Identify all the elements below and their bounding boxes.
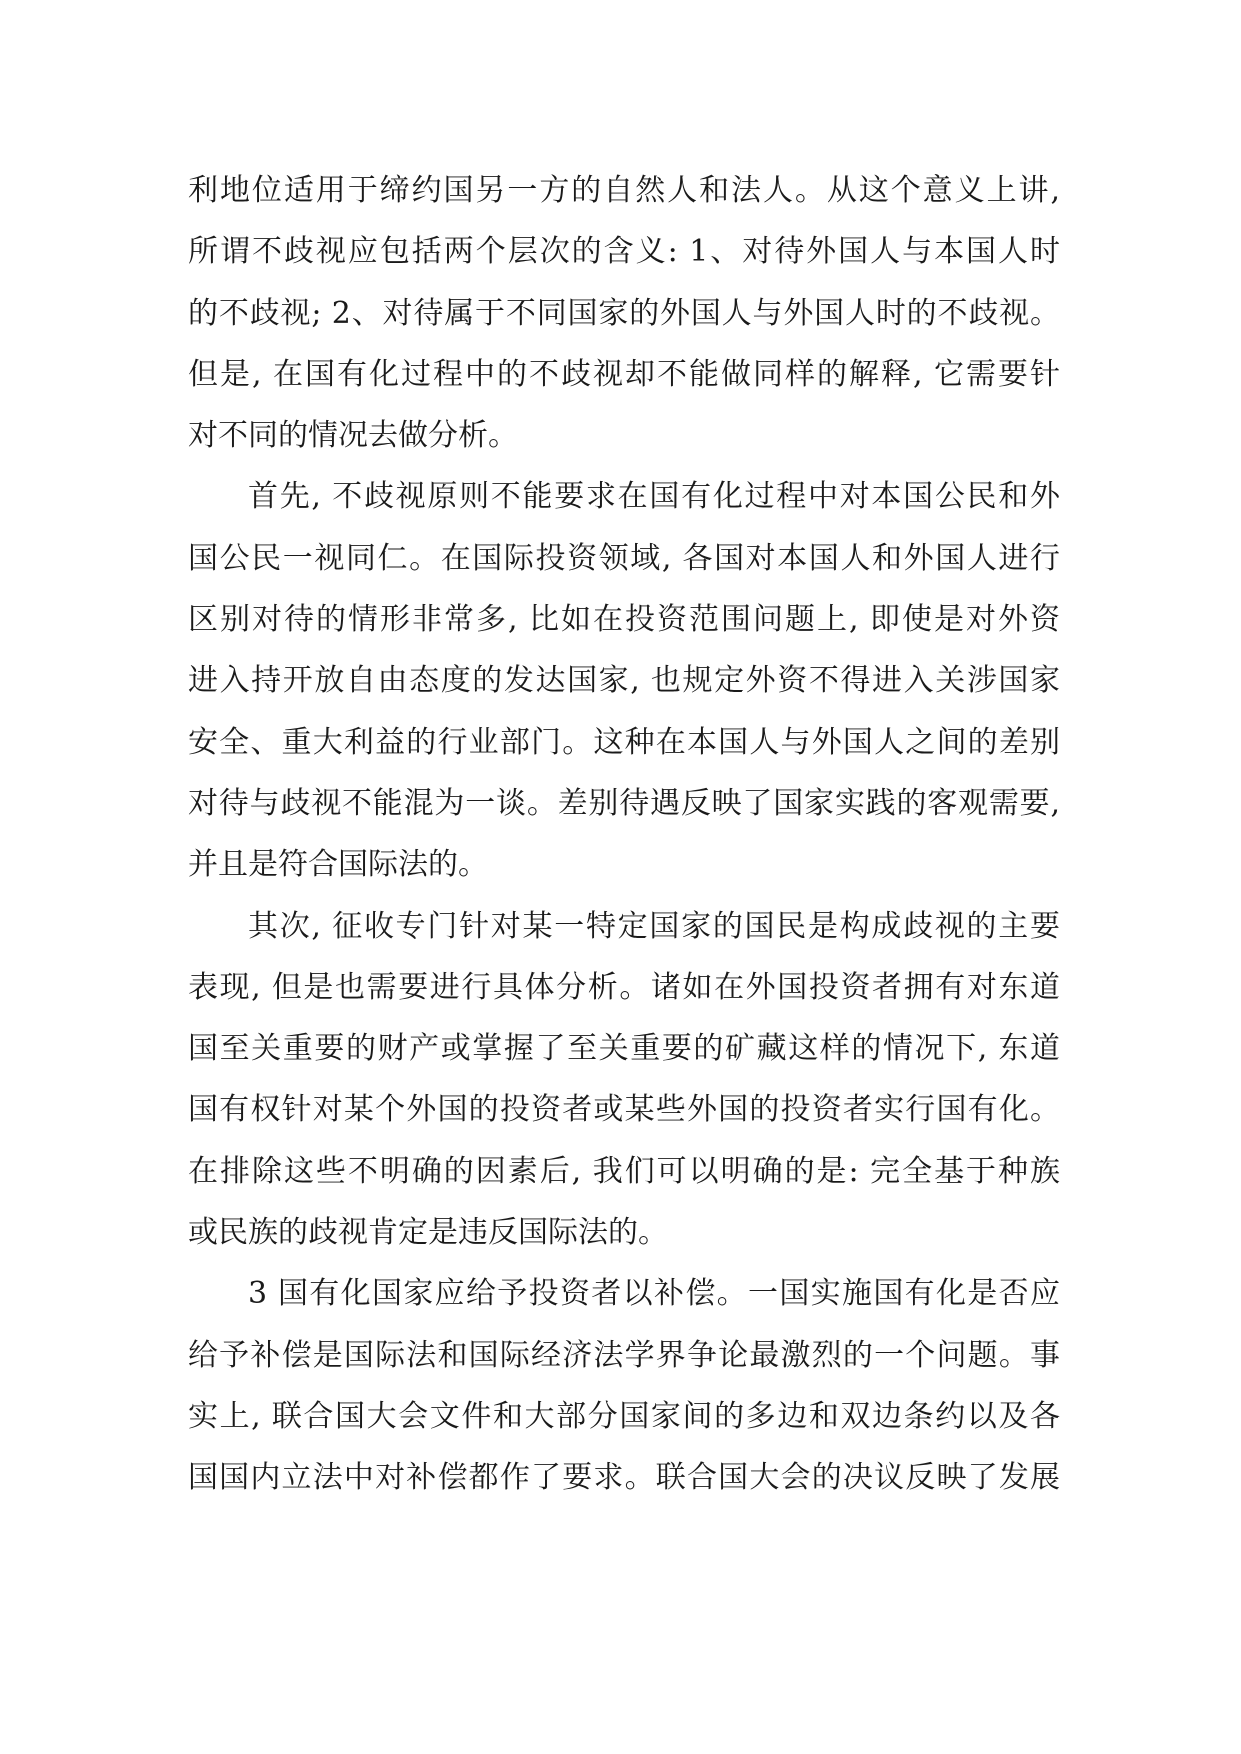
paragraph-4-line-4: 国国内立法中对补偿都作了要求。联合国大会的决议反映了发展 — [188, 1460, 1060, 1496]
paragraph-3-line-1: 其次, 征收专门针对某一特定国家的国民是构成歧视的主要 — [248, 908, 1060, 944]
paragraph-2-line-3: 区别对待的情形非常多, 比如在投资范围问题上, 即使是对外资 — [188, 602, 1060, 638]
paragraph-4-line-1: 3 国有化国家应给予投资者以补偿。一国实施国有化是否应 — [248, 1276, 1060, 1312]
paragraph-2-line-2: 国公民一视同仁。在国际投资领域, 各国对本国人和外国人进行 — [188, 540, 1060, 576]
paragraph-3-line-5: 在排除这些不明确的因素后, 我们可以明确的是: 完全基于种族 — [188, 1153, 1060, 1189]
paragraph-2-line-4: 进入持开放自由态度的发达国家, 也规定外资不得进入关涉国家 — [188, 663, 1060, 699]
paragraph-2-line-5: 安全、重大利益的行业部门。这种在本国人与外国人之间的差别 — [188, 724, 1060, 760]
paragraph-1-line-2: 所谓不歧视应包括两个层次的含义: 1、对待外国人与本国人时 — [188, 234, 1060, 270]
paragraph-1-line-3: 的不歧视; 2、对待属于不同国家的外国人与外国人时的不歧视。 — [188, 295, 1060, 331]
paragraph-2-line-6: 对待与歧视不能混为一谈。差别待遇反映了国家实践的客观需要, — [188, 785, 1060, 821]
document-body — [188, 160, 1060, 1509]
paragraph-2-line-7: 并且是符合国际法的。 — [188, 847, 488, 883]
paragraph-1-line-5: 对不同的情况去做分析。 — [188, 418, 518, 454]
paragraph-4-line-2: 给予补偿是国际法和国际经济法学界争论最激烈的一个问题。事 — [188, 1337, 1060, 1373]
paragraph-2-line-1: 首先, 不歧视原则不能要求在国有化过程中对本国公民和外 — [248, 479, 1060, 515]
paragraph-3-line-6: 或民族的歧视肯定是违反国际法的。 — [188, 1215, 668, 1251]
paragraph-1-line-1: 利地位适用于缔约国另一方的自然人和法人。从这个意义上讲, — [188, 173, 1060, 208]
paragraph-3-line-3: 国至关重要的财产或掌握了至关重要的矿藏这样的情况下, 东道 — [188, 1031, 1060, 1067]
paragraph-1-line-4: 但是, 在国有化过程中的不歧视却不能做同样的解释, 它需要针 — [188, 356, 1060, 392]
paragraph-3-line-2: 表现, 但是也需要进行具体分析。诸如在外国投资者拥有对东道 — [188, 969, 1060, 1005]
paragraph-3-line-4: 国有权针对某个外国的投资者或某些外国的投资者实行国有化。 — [188, 1092, 1060, 1128]
paragraph-4-line-3: 实上, 联合国大会文件和大部分国家间的多边和双边条约以及各 — [188, 1398, 1060, 1434]
